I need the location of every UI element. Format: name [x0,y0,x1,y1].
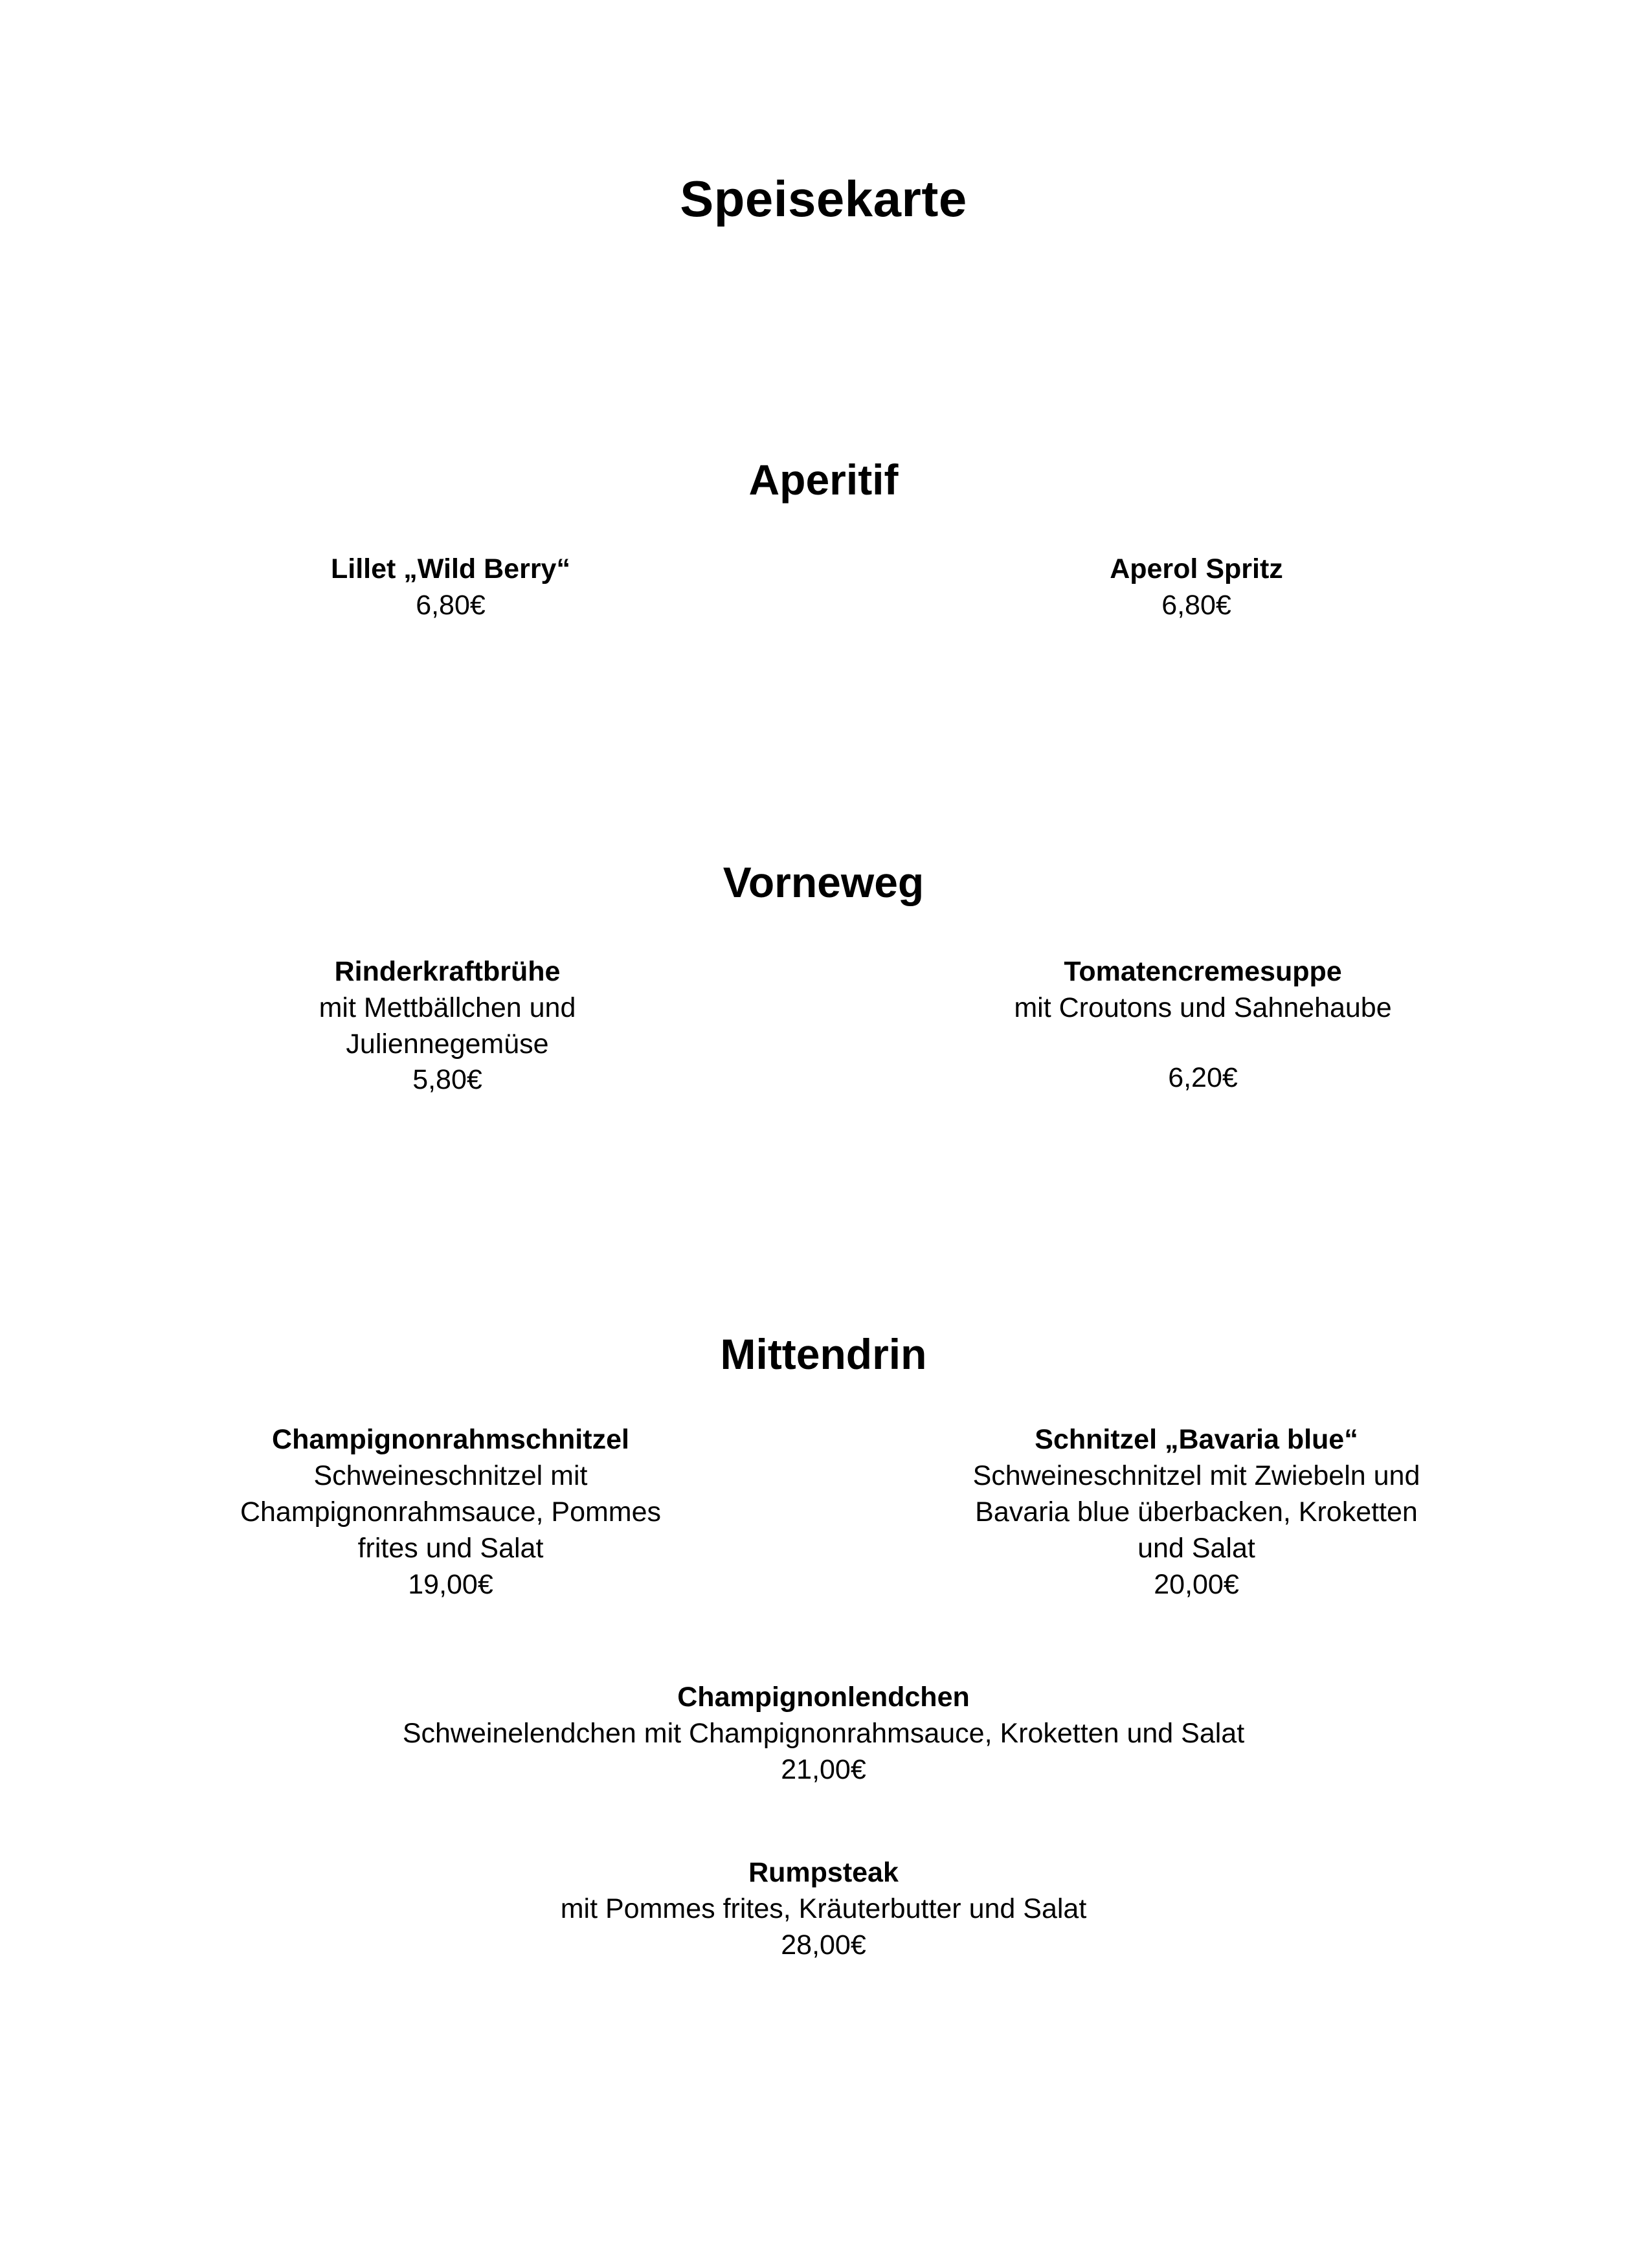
dish-price: 6,80€ [416,589,486,621]
section-heading-mittendrin: Mittendrin [720,1330,927,1379]
menu-item-aperol-spritz [901,551,1492,624]
spacer [117,1603,1530,1680]
menu-column-right [824,1422,1530,1603]
dish-description-line: Schweinelendchen mit Champignonrahmsauce, Kroketten und Salat [402,1717,1245,1749]
spacer [117,904,1530,954]
dish-price: 6,80€ [1161,589,1231,621]
dish-name: Schnitzel „Bavaria blue“ [1035,1424,1358,1456]
spacer [117,224,1530,458]
menu-item-champignonlendchen [117,1680,1530,1788]
dish-description-line: Champignonrahmsauce, Pommes [240,1496,662,1528]
dish-name: Rumpsteak [748,1857,899,1889]
menu-column-right [824,551,1530,624]
dish-price: 20,00€ [1154,1568,1239,1600]
menu-item-lillet-wild-berry [155,551,746,624]
section-heading-vorneweg: Vorneweg [723,858,924,906]
dish-description-line: mit Croutons und Sahnehaube [1014,992,1392,1023]
menu-column-left [117,551,824,624]
dish-price: 21,00€ [781,1753,866,1785]
menu-item-champignonrahmschnitzel [117,1422,785,1603]
spacer [117,1098,1530,1333]
menu-item-row [117,1422,1530,1603]
menu-item-schnitzel-bavaria-blue [862,1422,1530,1603]
section-aperitif [117,458,1530,624]
dish-name: Lillet „Wild Berry“ [331,553,570,584]
page-title: Speisekarte [680,170,967,227]
spacer [117,1375,1530,1422]
dish-description-line: Schweineschnitzel mit Zwiebeln und [972,1460,1420,1492]
menu-column-left [117,1422,824,1603]
dish-name: Aperol Spritz [1110,553,1283,584]
dish-name: Rinderkraftbrühe [334,955,561,987]
section-mittendrin [117,1330,1530,1964]
dish-price: 28,00€ [781,1929,866,1961]
spacer [117,501,1530,551]
menu-item-row [117,954,1530,1099]
dish-description-line: und Salat [1137,1533,1255,1564]
dish-name: Champignonlendchen [677,1681,970,1713]
section-heading-aperitif: Aperitif [748,456,899,504]
menu-item-rinderkraftbruehe [142,954,752,1099]
section-vorneweg [117,858,1530,1099]
menu-column-right [824,954,1530,1096]
menu-item-tomatencremesuppe [882,954,1524,1096]
spacer [117,1788,1530,1855]
dish-description-line: Bavaria blue überbacken, Kroketten [975,1496,1418,1528]
menu-item-rumpsteak [117,1855,1530,1964]
dish-name: Tomatencremesuppe [1064,955,1342,987]
spacer [117,624,1530,861]
dish-description-line: mit Pommes frites, Kräuterbutter und Salat [560,1893,1087,1925]
dish-description-line: mit Mettbällchen und [319,992,576,1023]
dish-description-line: Schweineschnitzel mit [313,1460,588,1492]
menu-item-row [117,551,1530,624]
dish-description-line: Juliennegemüse [346,1028,549,1060]
menu-column-left [117,954,824,1099]
dish-name: Champignonrahmschnitzel [272,1424,629,1456]
dish-price: 19,00€ [408,1568,493,1600]
dish-price: 6,20€ [1168,1062,1238,1093]
dish-description-line: frites und Salat [357,1533,544,1564]
dish-price: 5,80€ [412,1064,482,1096]
